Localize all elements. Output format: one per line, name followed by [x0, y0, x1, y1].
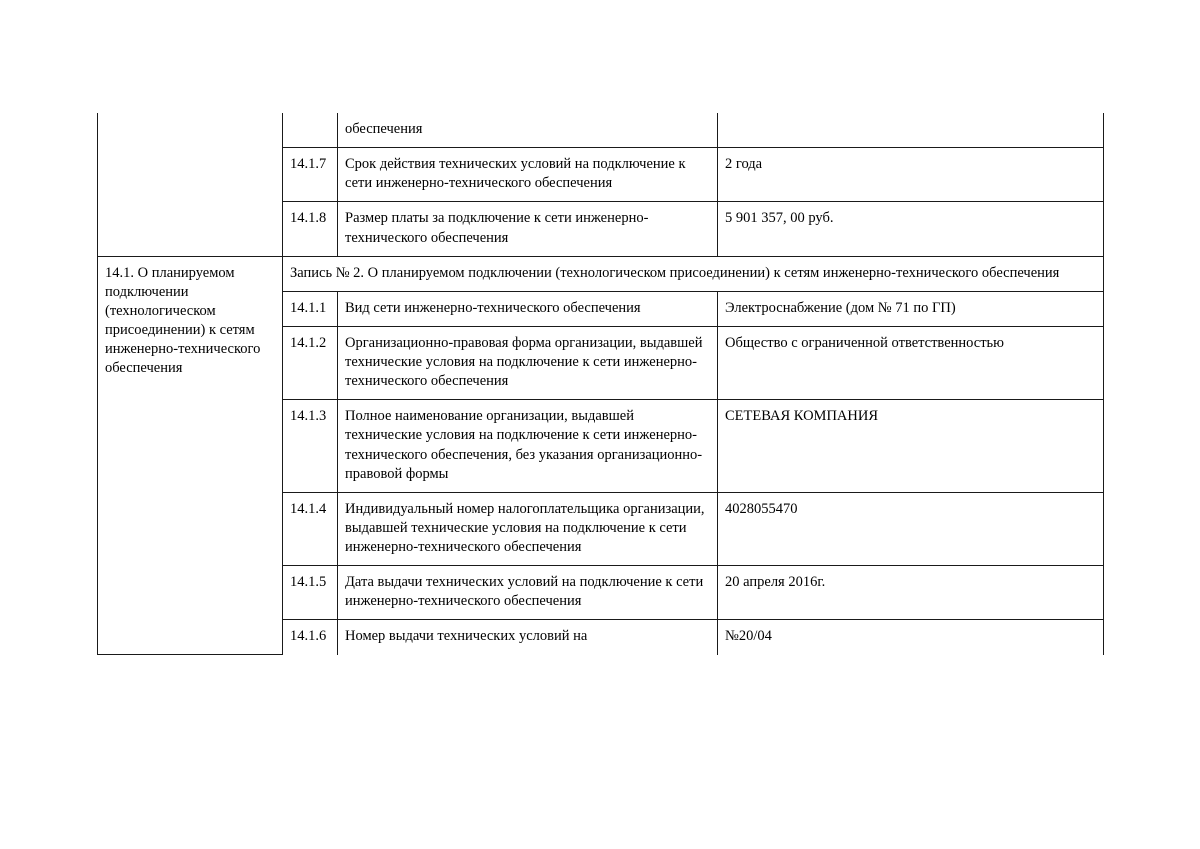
- row-number: 14.1.4: [283, 492, 338, 565]
- row-description: Вид сети инженерно-технического обеспечения: [338, 291, 718, 326]
- row-value: 5 901 357, 00 руб.: [718, 202, 1104, 256]
- row-value: Общество с ограниченной ответственностью: [718, 326, 1104, 399]
- row-value: Электроснабжение (дом № 71 по ГП): [718, 291, 1104, 326]
- row-value: [718, 113, 1104, 148]
- row-description: Номер выдачи технических условий на: [338, 620, 718, 655]
- row-description: Полное наименование организации, выдавшей технические условия на подключение к сети инженерно-технического обеспечения, без указания организационно-правовой формы: [338, 400, 718, 493]
- section-label-continuation: [98, 113, 283, 256]
- row-number: 14.1.7: [283, 148, 338, 202]
- row-description: Срок действия технических условий на подключение к сети инженерно-технического обеспечения: [338, 148, 718, 202]
- section-label: 14.1. О планируемом подключении (технологическом присоединении) к сетям инженерно-технического обеспечения: [98, 256, 283, 654]
- row-number: 14.1.1: [283, 291, 338, 326]
- row-number: 14.1.2: [283, 326, 338, 399]
- row-value: СЕТЕВАЯ КОМПАНИЯ: [718, 400, 1104, 493]
- row-description: Организационно-правовая форма организации, выдавшей технические условия на подключение к сети инженерно-технического обеспечения: [338, 326, 718, 399]
- row-description: Размер платы за подключение к сети инженерно-технического обеспечения: [338, 202, 718, 256]
- row-value: 4028055470: [718, 492, 1104, 565]
- row-number: 14.1.3: [283, 400, 338, 493]
- row-number: 14.1.5: [283, 566, 338, 620]
- table-row: [98, 113, 1104, 148]
- row-description: Индивидуальный номер налогоплательщика организации, выдавшей технические условия на подключение к сети инженерно-технического обеспечения: [338, 492, 718, 565]
- row-value: 2 года: [718, 148, 1104, 202]
- table-row: [98, 256, 1104, 291]
- row-value: №20/04: [718, 620, 1104, 655]
- row-value: 20 апреля 2016г.: [718, 566, 1104, 620]
- row-description: Дата выдачи технических условий на подключение к сети инженерно-технического обеспечения: [338, 566, 718, 620]
- record-header: Запись № 2. О планируемом подключении (технологическом присоединении) к сетям инженерно-технического обеспечения: [283, 256, 1104, 291]
- row-description: обеспечения: [338, 113, 718, 148]
- row-number: 14.1.8: [283, 202, 338, 256]
- row-number: [283, 113, 338, 148]
- row-number: 14.1.6: [283, 620, 338, 655]
- technical-conditions-table: [97, 113, 1104, 655]
